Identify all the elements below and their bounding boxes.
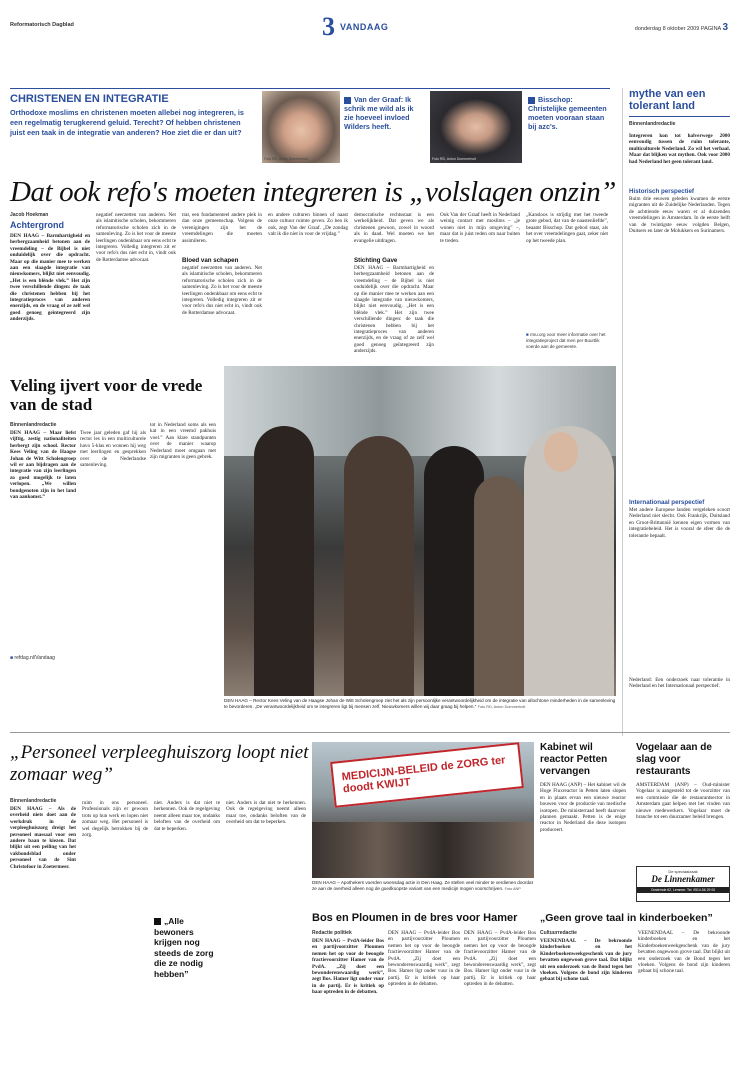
veling-body-col2: Twee jaar geleden gaf hij als rector les in een multiculturele havo 5-klas en wonnen hij weg met leerlingen en gesprekken over de Nederlandse samenleving. (80, 430, 146, 469)
ad-address: Oosteinde 62, Lemmer. Tel. 0514-56 29 00 (637, 887, 729, 893)
sidebar (622, 88, 730, 736)
apotheker-photo-credit: Foto ANP (504, 887, 521, 891)
veling-photo-credit: Foto RD, Anton Dommerholt (477, 705, 526, 709)
kinderboeken-body-col2: VEENENDAAL – De bekroonde kinderboeken en het Kinderboekenweekgeschenk van de jury bevatten ongewoon grove taal. Dat blijkt uit een onderzoek van de Bond tegen het vloeken. Volgens de bond zijn kinderen gebaat bij schone taal. (638, 930, 730, 975)
page-number: 3 (722, 22, 728, 33)
main-body-col5: democratische rechtsstaat is een werkelijkheid. Dat geven we als christenen gewoon, zowel in woord als in daad. Wel moeten we het evangelie uitdragen. (354, 212, 434, 244)
sidebar-sub-internationaal: Internationaal perspectief (629, 499, 705, 506)
main-body-col1: DEN HAAG – Barmhartigheid en herbergzaamheid betonen aan de vreemdeling – de Bijbel is niet onduidelijk over die opdracht. Maar op die manier mee te werken aan een slaagde integratie van nieuwkomers, blijkt niet eenvoudig. „Het is een blênde vlek.” Het zijn twee verschillende dingen: de taak die christenen hebben bij het integratieproces van anderen enerzijds, en de vraag of ze zelf wel goed genoeg geïntegreerd zijn anderzijds. (10, 233, 90, 323)
sidebar-sub-historisch: Historisch perspectief (629, 188, 694, 195)
web-icon: ■ (526, 332, 529, 337)
bos-body-col2: DEN HAAG – PvdA-leider Bos en partijvoorzitter Ploumen nemen het op voor de beoogde fractievoorzitter Hamer van de PvdA. „Zij doet een bewonderenswaardig werk”, zegt Bos. Hamer ligt onder vuur in de partij. Er is kritiek op haar optreden in de debatten. (388, 930, 460, 988)
square-bullet-icon (154, 918, 161, 925)
bos-body-col3: DEN HAAG – PvdA-leider Bos en partijvoorzitter Ploumen nemen het op voor de beoogde fractievoorzitter Hamer van de PvdA. „Zij doet een bewonderenswaardig werk”, zegt Bos. Hamer ligt onder vuur in de partij. Er is kritiek op haar optreden in de debatten. (464, 930, 536, 988)
main-note: ■ rmu.org voor meer informatie over het integratieproject dat men per Buurtlik voerde aan de gemeente. (526, 332, 606, 349)
quote-bisschop: Bisschop: Christelijke gemeenten moeten vooraan staan bij azc's. (528, 95, 607, 131)
veling-photo-caption: DEN HAAG – Rector Kees Veling van de Haagse Johan de Witt Scholengroep ziet het als zijn persoonlijke verantwoordelijkheid om de integratie van allochtone minderheden in de samenleving te bevorderen. „De verantwoordelijkheid om te integreren ligt bij mensen zelf. Nieuwkomers willen wij daar graag bij helpen.” Foto RD, Anton Dommerholt (224, 698, 616, 709)
main-body-col6: Ook Van der Graaf heeft in Nederland weinig contact met moslims – „je wonen niet in mijn omgeving” –, maar dat is juist reden om naar buiten te treden. (440, 212, 520, 244)
masthead (0, 0, 738, 40)
main-body-col5b: DEN HAAG – Barmhartigheid en herbergzaamheid betonen aan de vreemdeling – de Bijbel is niet onduidelijk over die opdracht. Maar op die manier mee te werken aan een slaagde integratie van nieuwkomers, blijkt niet eenvoudig. „Het is een blênde vlek.” Het zijn twee verschillende dingen: de taak die christenen hebben bij het integratieproces van anderen enerzijds, en de vraag of ze zelf wel goed genoeg geïntegreerd zijn anderzijds. (354, 265, 434, 355)
bos-author: Redactie politiek (312, 930, 352, 936)
main-body-col3: trat, een fundamenteel andere plek in dan onze gemeenschap. Volgens de verenigingen zijn het de vreemdelingen die moeten assimileren. (182, 212, 262, 244)
sidebar-body2: Met andere Europese landen vergeleken scoort Nederland niet slecht. Ook Frankrijk, Duitsland en Groot-Brittannië kennen eigen vormen van integratiebeleid. Het is vooral de sfeer die de tolerantie bepaalt. (629, 507, 730, 539)
sidebar-intro: Integreren kon tot halverwege 2000 eenvoudig tussen de ruim tolerante, multiculturele Nederland. Zo wil het verhaal. Maar dat blijken wat mythen. Ook voor 2000 had Nederland het geen tolerant land. (629, 133, 730, 165)
veling-body-col1: DEN HAAG – Maar liefst vijftig, zestig nationaliteiten herbergt zijn school. Rector Kees Veling van de Haagse Johan de Witt Scholengroep wil er aan bijdragen aan de integratie van zijn leerlingen zo goed mogelijk te laten verlopen. „We willen bondgenoten zijn in het land van aankomst.” (10, 430, 76, 501)
sidebar-footer: Nederland: Een onderzoek naar tolerantie in Nederland en het Internationaal perspectief. (629, 677, 730, 690)
personeel-body-col4: niet. Anders is dat niet te herkennen. Ook de regelgeving neemt alleen maar toe, ondanks beloften van de overheid om dat te beperken. (226, 800, 306, 826)
veling-footer: ■ refdag.nl/Vandaag (10, 655, 55, 661)
main-author: Jacob Hoekman (10, 212, 49, 218)
personeel-author: Binnenlandredactie (10, 798, 57, 804)
ad-label: De speciaalzaak (668, 869, 698, 874)
sidebar-title: mythe van een tolerant land (629, 88, 730, 117)
web-icon: ■ (10, 655, 14, 661)
section-name: VANDAAG (340, 22, 389, 32)
veling-photo (224, 366, 616, 696)
date: donderdag 8 oktober 2009 (634, 26, 700, 32)
masthead-date-line (635, 22, 728, 33)
main-sub-gave: Stichting Gave (354, 257, 398, 264)
square-bullet-icon (344, 97, 351, 104)
main-body-col3b: negatief neerzetten van anderen. Net als islamitische scholen, bekommeren reformatorische scholen zich in de samenleving. Zo is het voor de meeste leerlingen ondenkbaar om eens echt te integreren. Volledig integreren zit er voor refo's dus niet echt in, vindt ook de Rotterdamse advocaat. (182, 265, 262, 316)
personeel-headline: „Personeel verpleeghuiszorg loopt niet zomaar weg” (10, 742, 309, 785)
personeel-body-col3: niet. Anders is dat niet te herkennen. Ook de regelgeving neemt alleen maar toe, ondanks beloften van de overheid om dat te beperken. (154, 800, 220, 832)
photo-bisschop (430, 91, 522, 163)
ad-name: De Linnenkamer (651, 874, 715, 884)
kinderboeken-author: Cultuurredactie (540, 930, 577, 936)
kinderboeken-headline: „Geen grove taal in kinderboeken” (540, 912, 713, 924)
header-title: CHRISTENEN EN INTEGRATIE (10, 93, 169, 105)
kabinet-headline: Kabinet wil reactor Petten vervangen (540, 742, 608, 777)
header-box (10, 88, 610, 166)
paper-name: Reformatorisch Dagblad (10, 22, 74, 28)
sidebar-author: Binnenlandredactie (629, 121, 676, 127)
section-divider (10, 732, 730, 733)
main-article (10, 212, 608, 358)
apotheker-photo-caption: DEN HAAG – Apothekers voerden woensdag actie in Den Haag. Ze stellen veel minder te verdienen doordat ze aan de overheid alleen nog de goedkoopste variant van een medicijn mogen voorschrijven. Foto ANP (312, 880, 533, 891)
square-bullet-icon (528, 97, 535, 104)
page-label: PAGINA (700, 26, 721, 32)
kinderboeken-body-col1: VEENENDAAL – De bekroonde kinderboeken en het Kinderboekenweekgeschenk van de jury bevatten ongewoon grove taal. Dat blijkt uit een onderzoek van de Bond tegen het vloeken. Volgens de bond zijn kinderen gebaat bij schone taal. (540, 938, 632, 983)
main-body-col4: en andere culturen binnen of naast onze cultuur ruimte geven. Zo ben ik ook, zegt Van der Graaf. „De zondag valt ik die niet in voor de vrijdag.” (268, 212, 348, 238)
ad-linnenkamer (636, 866, 730, 902)
bos-headline: Bos en Ploumen in de bres voor Hamer (312, 912, 518, 924)
personeel-body-col2: ruim in ons personeel. Professionals zijn er gewoon trots op hun werk en lopen niet zomaar weg. Het personeel is wel degelijk betrokken bij de zorg. (82, 800, 148, 839)
personeel-body-col1: DEN HAAG – Als de overheid niets doet aan de werkdruk in de verpleeghuiszorg dreigt het personeel massaal voor een andere baan te kiezen. Dat blijkt uit een peiling van het vakbondsblad onder personeel van de Sint Christofoor in Zoetermeer. (10, 806, 76, 870)
veling-author: Binnenlandredactie (10, 422, 57, 428)
bos-body-col1: DEN HAAG – PvdA-leider Bos en partijvoorzitter Ploumen nemen het op voor de beoogde fractievoorzitter Hamer van de PvdA. „Zij doet een bewonderenswaardig werk”, zegt Bos. Hamer ligt onder vuur in de partij. Er is kritiek op haar optreden in de debatten. (312, 938, 384, 996)
veling-headline: Veling ijvert voor de vrede van de stad (10, 376, 203, 414)
kabinet-body: DEN HAAG (ANP) – Het kabinet wil de Hoge Fluxreactor in Petten laten slopen en in plaats ervan een nieuwe reactor bouwen voor de productie van medische isotopen. De ministerraad heeft daarvoor plannen gemaakt. Petten is de enige reactor in Nederland die deze isotopen produceert. (540, 782, 626, 833)
vogelaar-body: AMSTERDAM (ANP) – Oud-minister Vogelaar is aangesteld tot de voorzitter van een commissie die de restaurantsector in Amsterdam gaat helpen met het vinden van nieuwe medewerkers. Vogelaar moet de branche tot een duurzamer beleid brengen. (636, 782, 730, 821)
photo-credit-2: Foto RD, Anton Dommerholt (432, 157, 476, 161)
veling-body-col3: tot in Nederland soms als een kat in een vreemd pakhuis voel.” Aan klare standpunten over de manier waarop Nederland moet omgaan met zijn migranten is geen gebrek. (150, 422, 216, 461)
sidebar-body1: Ruim drie eeuwen geleden kwamen de eerste migranten uit de Zuidelijke Nederlanden. Tegen de achttiende eeuw waren er al duizenden vreemdelingen in Amsterdam. In de eerste helft van de twintigste eeuw volgden Belgen, Duitsers en later de Molukkers en Surinamers. (629, 196, 730, 235)
photo-credit-1: Foto RD, Anton Dommerholt (264, 157, 308, 161)
main-body-col2: negatief neerzetten van anderen. Net als islamitische scholen, bekommeren reformatorische scholen zich in de samenleving. Zo is het voor de meeste leerlingen ondenkbaar om eens echt te integreren. Volledig integreren zit er voor refo's dus niet echt in, vindt ook de Rotterdamse advocaat. (96, 212, 176, 263)
main-headline: Dat ook refo's moeten integreren is „volslagen onzin” (10, 176, 617, 208)
personeel-quote: „Alle bewoners krijgen nog steeds de zorg die ze nodig hebben” (154, 916, 214, 979)
quote-van-der-graaf: Van der Graaf: Ik schrik me wild als ik zie hoeveel invloed Wilders heeft. (344, 95, 414, 131)
main-sub-bloed: Bloed van schapen (182, 257, 239, 264)
main-body-col7: „Kansloos is strijdig met het tweede grote gebod, dat van de naastenliefde”, beaamt Bisschop. Dat gebod staat, als het over vreemdelingen gaat, zeker niet op het tweede plan. (526, 212, 608, 244)
protest-banner-text: MEDICIJN-BELEID de ZORG ter doodt KWIJT (341, 754, 506, 796)
vogelaar-headline: Vogelaar aan de slag voor restaurants (636, 742, 712, 777)
apotheker-photo (312, 742, 534, 878)
main-kicker: Achtergrond (10, 220, 64, 230)
header-lead: Orthodoxe moslims en christenen moeten allebei nog integreren, is een regelmatig terugkerend geluid. Terecht? Of hebben christenen juist een taak in de integratie van anderen? Hoe ziet die er dan uit? (10, 108, 244, 137)
photo-van-der-graaf (262, 91, 340, 163)
section-number: 3 (322, 12, 335, 41)
